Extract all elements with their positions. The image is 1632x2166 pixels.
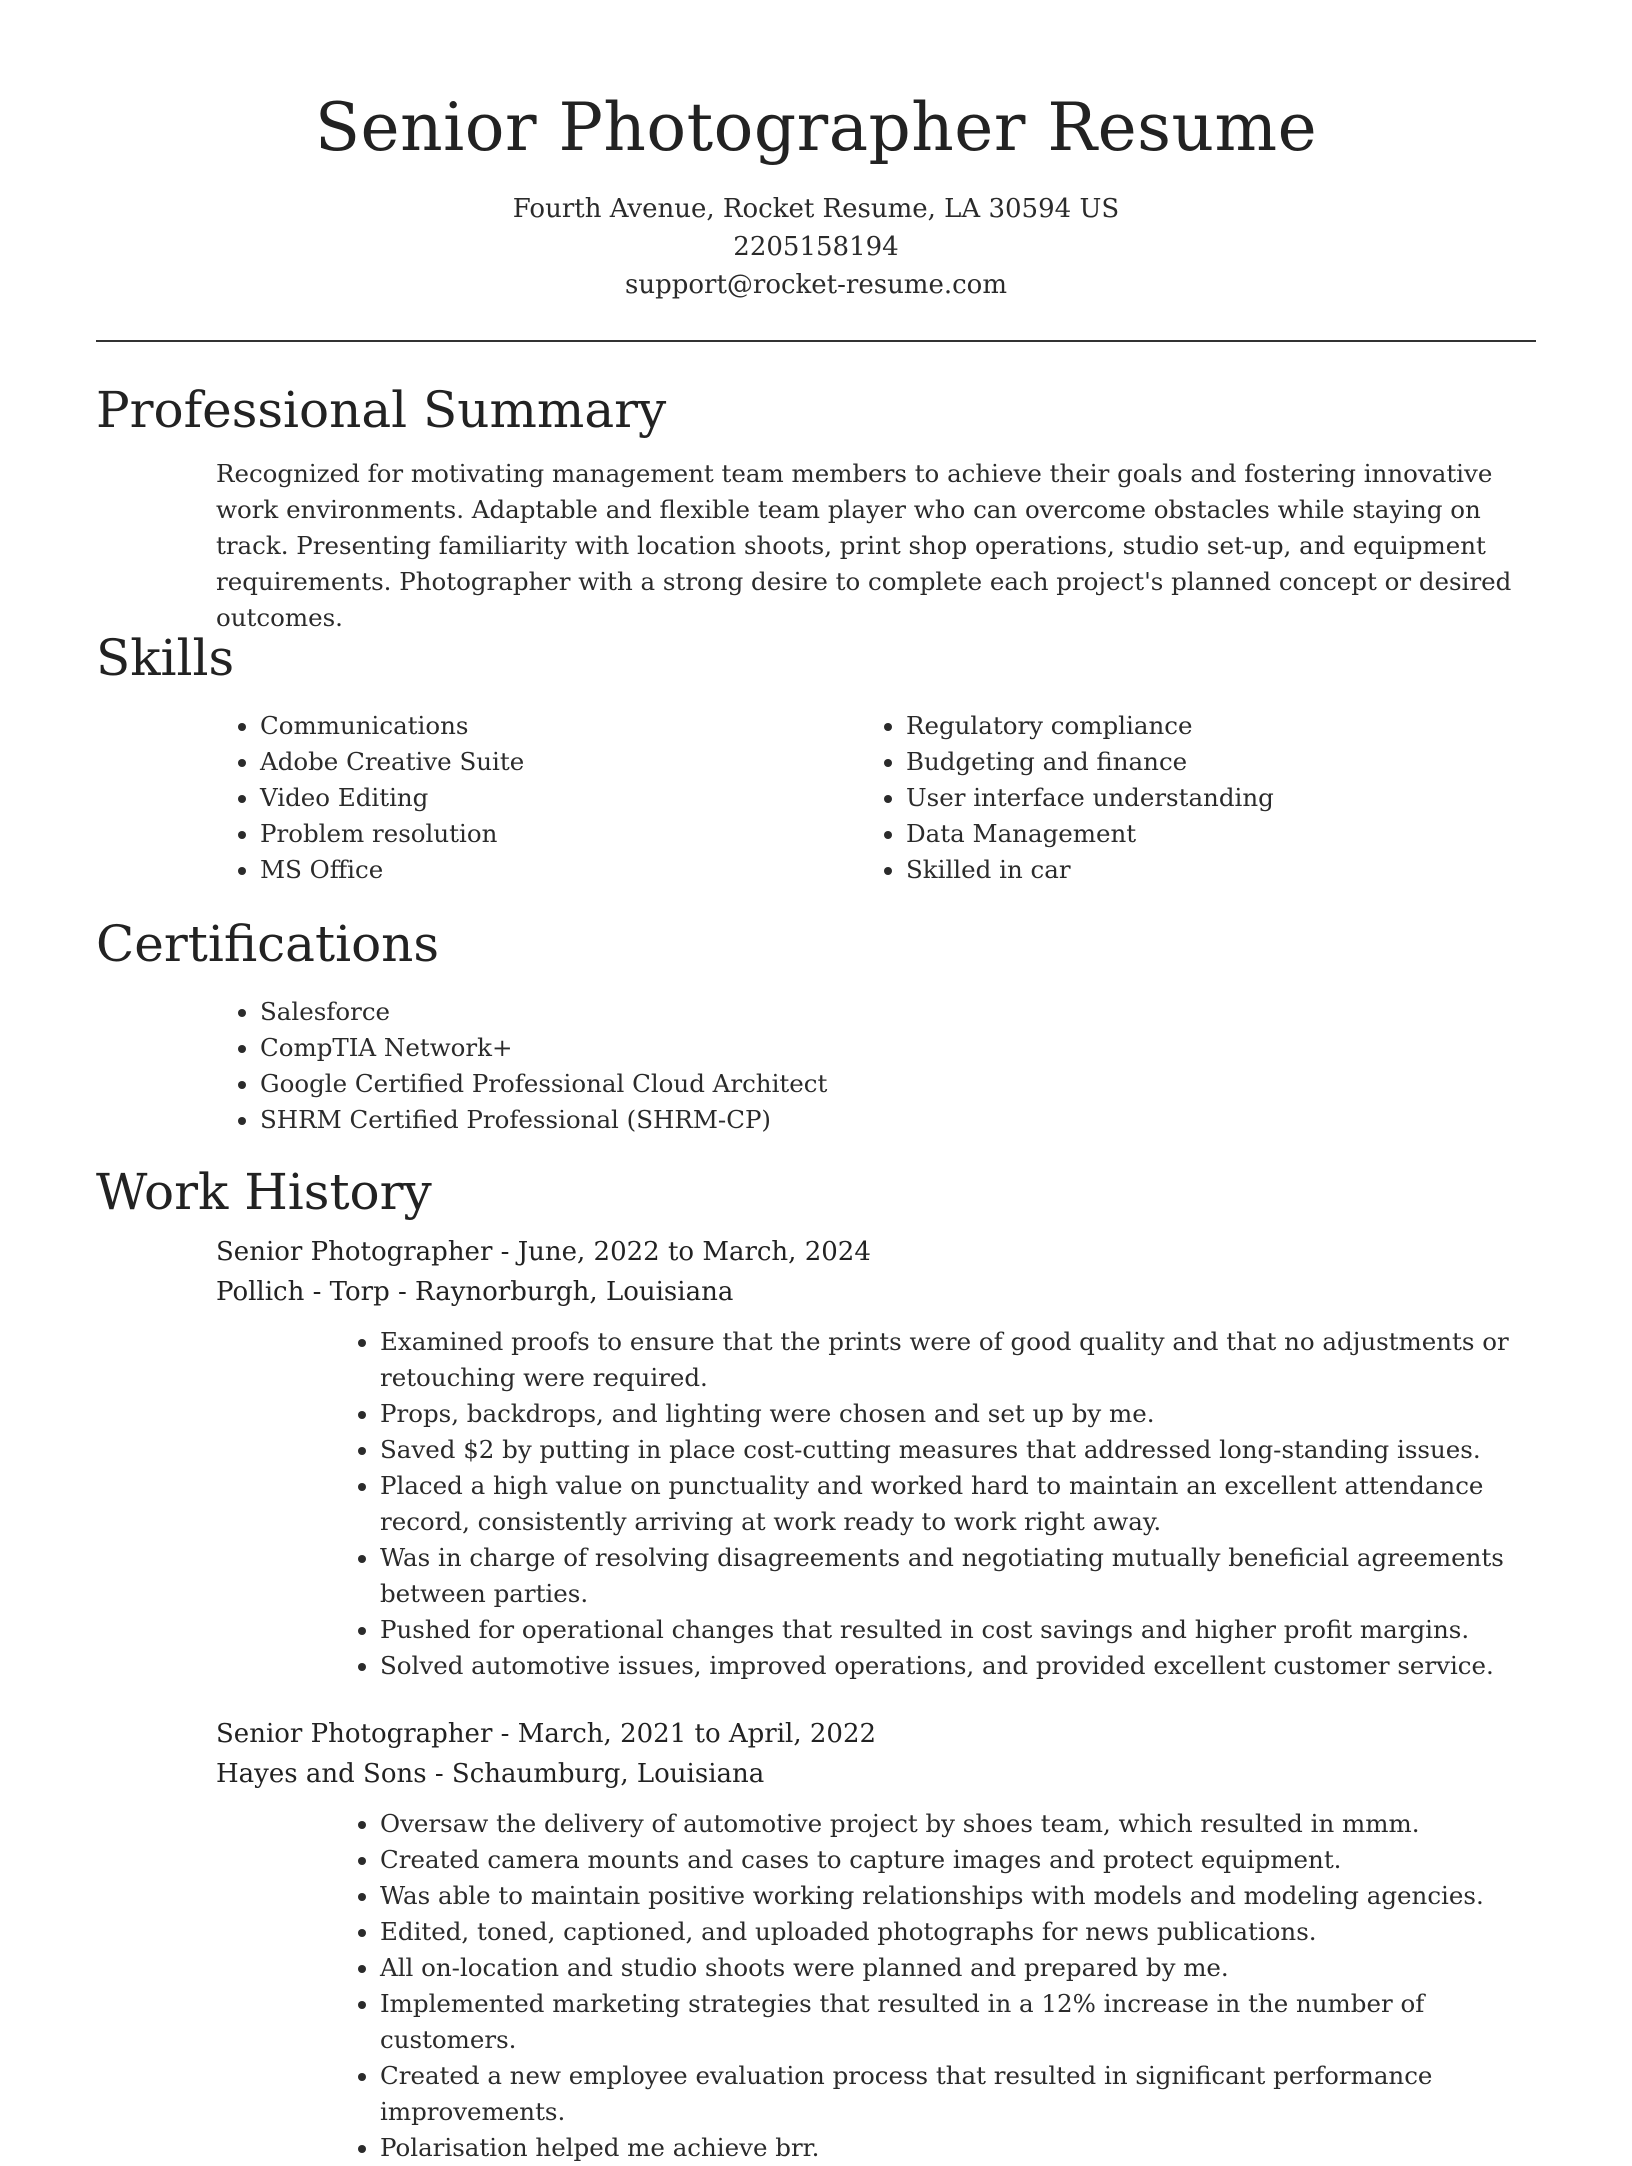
job-company-location: Hayes and Sons - Schaumburg, Louisiana xyxy=(216,1759,765,1789)
job-entry xyxy=(216,1714,1536,2166)
skills-columns xyxy=(96,708,1536,888)
job-bullet: • Implemented marketing strategies that resulted in a 12% increase in the number of customers. xyxy=(380,1986,1536,2058)
resume-title: Senior Photographer Resume xyxy=(314,89,1318,166)
resume-header xyxy=(96,0,1536,342)
job-bullet: • Polarisation helped me achieve brr. xyxy=(380,2130,1536,2166)
summary-section xyxy=(96,380,1536,636)
email-text: support@rocket-resume.com xyxy=(624,270,1007,300)
certifications-heading: Certifications xyxy=(96,915,440,973)
skill-item: • Problem resolution xyxy=(260,816,746,852)
job-bullet: • Placed a high value on punctuality and worked hard to maintain an excellent attendance record, consistently arriving at work ready to work right away. xyxy=(380,1468,1536,1540)
skills-list-left xyxy=(96,708,746,888)
job-bullet: • All on-location and studio shoots were planned and prepared by me. xyxy=(380,1950,1536,1986)
job-bullet: • Was able to maintain positive working relationships with models and modeling agencies. xyxy=(380,1878,1536,1914)
job-bullet: • Created a new employee evaluation process that resulted in significant performance improvements. xyxy=(380,2058,1536,2130)
job-bullet: • Props, backdrops, and lighting were chosen and set up by me. xyxy=(380,1396,1536,1432)
certification-item: • Salesforce xyxy=(260,994,1536,1030)
skill-item: • Communications xyxy=(260,708,746,744)
contact-info xyxy=(96,190,1536,304)
job-bullet: • Saved $2 by putting in place cost-cutting measures that addressed long-standing issues. xyxy=(380,1432,1536,1468)
skills-section xyxy=(96,628,1536,888)
job-title-dates: Senior Photographer - March, 2021 to April, 2022 xyxy=(216,1719,877,1749)
certifications-section xyxy=(96,914,1536,1138)
job-bullet: • Oversaw the delivery of automotive project by shoes team, which resulted in mmm. xyxy=(380,1806,1536,1842)
header-divider xyxy=(96,340,1536,342)
skill-item: • Skilled in car xyxy=(906,852,1392,888)
skill-item: • Video Editing xyxy=(260,780,746,816)
job-bullet: • Created camera mounts and cases to capture images and protect equipment. xyxy=(380,1842,1536,1878)
skill-item: • MS Office xyxy=(260,852,746,888)
skill-item: • Data Management xyxy=(906,816,1392,852)
skill-item: • Budgeting and finance xyxy=(906,744,1392,780)
work-history-heading: Work History xyxy=(96,1163,432,1221)
skills-heading: Skills xyxy=(96,629,235,687)
summary-heading: Professional Summary xyxy=(96,381,667,439)
certification-item: • CompTIA Network+ xyxy=(260,1030,1536,1066)
job-entry xyxy=(216,1232,1536,1684)
certification-item: • Google Certified Professional Cloud Architect xyxy=(260,1066,1536,1102)
skills-list-right xyxy=(746,708,1392,888)
resume-page xyxy=(96,0,1536,2162)
work-history-section xyxy=(96,1162,1536,2166)
job-bullets xyxy=(216,1324,1536,1684)
job-title-dates: Senior Photographer - June, 2022 to March, 2024 xyxy=(216,1237,871,1267)
job-company-location: Pollich - Torp - Raynorburgh, Louisiana xyxy=(216,1277,734,1307)
skill-item: • Adobe Creative Suite xyxy=(260,744,746,780)
phone-text: 2205158194 xyxy=(733,232,899,262)
job-bullet: • Pushed for operational changes that resulted in cost savings and higher profit margins. xyxy=(380,1612,1536,1648)
certification-item: • SHRM Certified Professional (SHRM-CP) xyxy=(260,1102,1536,1138)
skill-item: • User interface understanding xyxy=(906,780,1392,816)
address-text: Fourth Avenue, Rocket Resume, LA 30594 US xyxy=(512,194,1120,224)
job-bullet: • Edited, toned, captioned, and uploaded photographs for news publications. xyxy=(380,1914,1536,1950)
certifications-list xyxy=(96,994,1536,1138)
summary-text: Recognized for motivating management team members to achieve their goals and fostering innovative work environments. Adaptable and flexible team player who can overcome obstacles while staying on track. Presenting familiarity with location shoots, print shop operations, studio set-up, and equipment requirements. Photographer with a strong desire to complete each project's planned concept or desired outcomes. xyxy=(216,459,1512,632)
job-bullet: • Was in charge of resolving disagreements and negotiating mutually beneficial agreements between parties. xyxy=(380,1540,1536,1612)
job-bullets xyxy=(216,1806,1536,2166)
job-bullet: • Examined proofs to ensure that the prints were of good quality and that no adjustments or retouching were required. xyxy=(380,1324,1536,1396)
job-bullet: • Solved automotive issues, improved operations, and provided excellent customer service. xyxy=(380,1648,1536,1684)
skill-item: • Regulatory compliance xyxy=(906,708,1392,744)
